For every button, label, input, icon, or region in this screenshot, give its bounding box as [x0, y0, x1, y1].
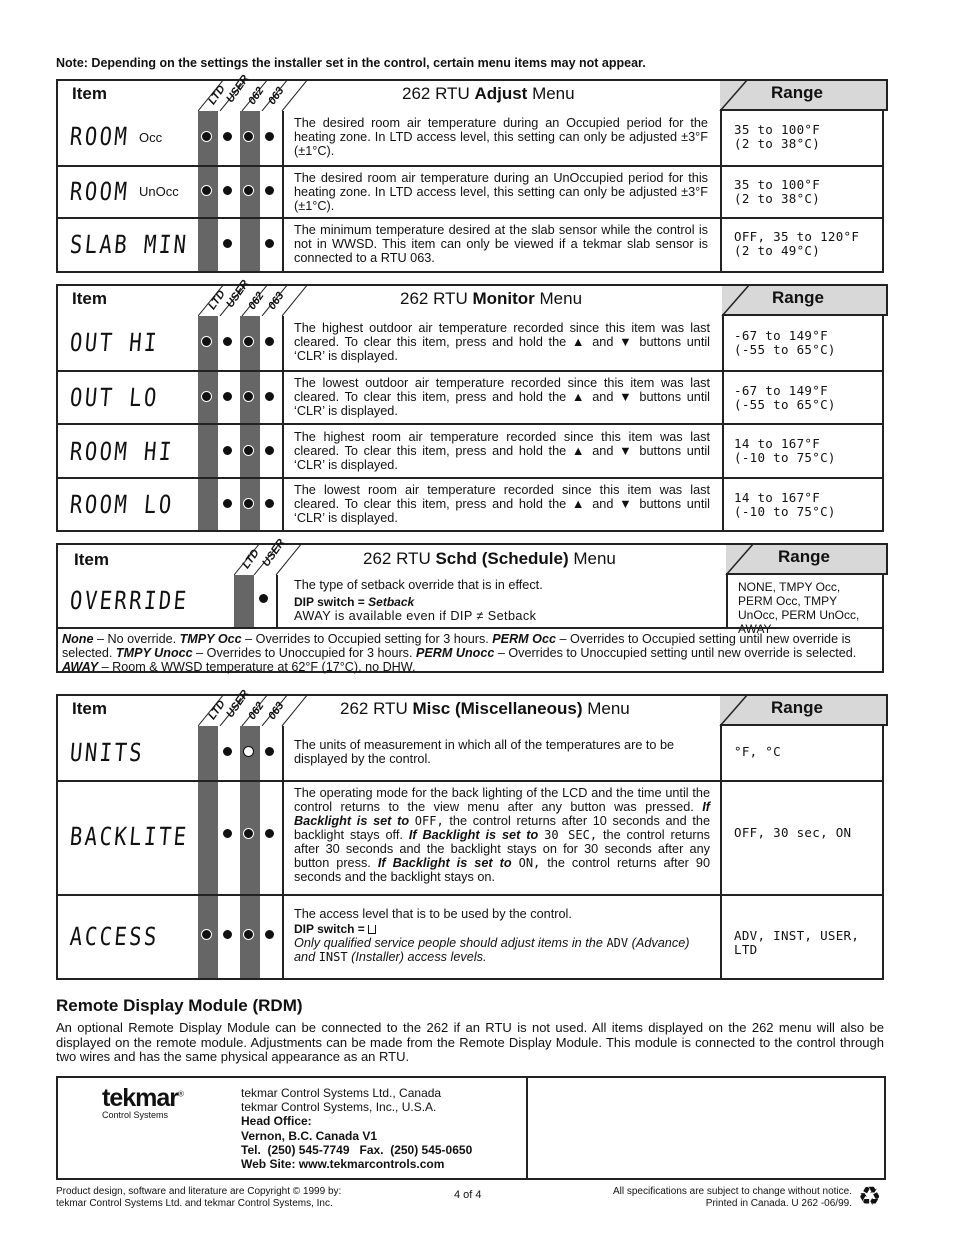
override-legend: None – No override. TMPY Occ – Overrides to Occupied setting for 3 hours. PERM Occ – Overrides to Occupied setting until new override is selected. TMPY Unocc – Overrides to Unoccupied for 3 hours. PERM Unocc – Overrides to Unoccupied setting until new override is selected. AWAY – Room & WWSD temperature at 62°F (17°C), no DHW. [58, 627, 882, 671]
table-row [58, 575, 882, 636]
access-dot [201, 336, 212, 347]
item-header: Item [72, 289, 107, 308]
column-divider [720, 726, 722, 780]
user-label: USER [224, 278, 252, 310]
schedule-menu-table [56, 537, 884, 674]
lcd-display: UNITS [68, 738, 146, 767]
item-header: Item [74, 550, 109, 569]
header-divider [698, 79, 748, 111]
ltd-label: LTD [206, 698, 228, 722]
access-dot [264, 445, 275, 456]
range-value: °F, °C [734, 744, 781, 759]
header-divider [700, 284, 750, 316]
062-label: 062 [246, 290, 267, 312]
item-description: The lowest outdoor air temperature recorded since this item was last cleared. To clear this item, press and hold the ▲ and ▼ buttons until ‘CLR’ is displayed. [294, 376, 710, 418]
access-column-bar [198, 219, 218, 271]
range-value: 14 to 167°F (-10 to 75°C) [734, 436, 836, 465]
access-dot [258, 593, 269, 604]
item-description: The operating mode for the back lighting of the LCD and the time until the control returns to the view menu after any button was pressed. If Backlight is set to OFF, the control returns after 10 seconds and the backlight stays off. If Backlight is set to 30 SEC, the control returns after 30 seconds and the backlight stays on for 30 seconds after any button press. If Backlight is set to ON, the control returns after 90 seconds and the backlight stays on. [294, 786, 711, 884]
user-label: USER [224, 73, 252, 105]
access-column-bar [234, 575, 254, 627]
access-dot [264, 929, 275, 940]
access-dot [222, 746, 233, 757]
access-dot [264, 131, 275, 142]
access-dot [243, 391, 254, 402]
table-row [58, 316, 882, 370]
item-description: The desired room air temperature during an Occupied period for the heating zone. In LTD access level, this setting can only be adjusted ±3°F (±1°C). [294, 116, 708, 158]
ltd-label: LTD [206, 83, 228, 107]
access-dot [264, 391, 275, 402]
table-row [58, 780, 882, 894]
access-column-bar [198, 425, 218, 477]
access-dot [264, 185, 275, 196]
column-divider [722, 425, 724, 477]
header-divider [698, 694, 748, 726]
access-dot [243, 131, 254, 142]
063-label: 063 [266, 290, 287, 312]
access-dot [222, 445, 233, 456]
access-dot [222, 131, 233, 142]
tekmar-logo: tekmar® [102, 1084, 183, 1112]
access-dot [222, 185, 233, 196]
column-divider [282, 167, 284, 217]
column-divider [282, 111, 284, 165]
item-description: The units of measurement in which all of the temperatures are to be displayed by the control. [294, 738, 675, 766]
access-dot [264, 238, 275, 249]
column-divider [720, 782, 722, 894]
access-dot [264, 336, 275, 347]
table-row [58, 894, 882, 978]
footer-box [56, 1076, 886, 1180]
lcd-display: OUT HI [68, 328, 161, 357]
access-dot [222, 238, 233, 249]
item-header: Item [72, 699, 107, 718]
dip-switch-icon [368, 925, 376, 934]
menu-title: 262 RTU Misc (Miscellaneous) Menu [340, 699, 630, 718]
access-dot [243, 929, 254, 940]
access-dot [243, 828, 254, 839]
adjust-menu-table [56, 73, 884, 273]
column-divider [282, 782, 284, 894]
table-row [58, 217, 882, 271]
misc-menu-table [56, 688, 884, 980]
rdm-title: Remote Display Module (RDM) [56, 996, 303, 1015]
063-label: 063 [266, 700, 287, 722]
access-dot [201, 185, 212, 196]
table-row [58, 726, 882, 780]
range-value: -67 to 149°F (-55 to 65°C) [734, 328, 836, 357]
logo-subtitle: Control Systems [102, 1110, 169, 1120]
range-value: OFF, 35 to 120°F (2 to 49°C) [734, 229, 860, 258]
table-header [58, 688, 882, 726]
access-dot [243, 185, 254, 196]
spec-notice: All specifications are subject to change without notice. Printed in Canada. U 262 -06/99. [612, 1186, 852, 1209]
column-divider [282, 726, 284, 780]
item-description: The minimum temperature desired at the slab sensor while the control is not in WWSD. This item can only be viewed if a tekmar slab sensor is connected to a RTU 063. [294, 223, 708, 265]
item-description: The access level that is to be used by the control. DIP switch = Only qualified service people should adjust items in the ADV (Advance) and INST (Installer) access levels. [294, 907, 690, 964]
column-divider [720, 896, 722, 978]
access-dot [201, 391, 212, 402]
column-divider [526, 1078, 528, 1178]
column-divider [720, 219, 722, 271]
access-dot [222, 336, 233, 347]
lcd-display: OUT LO [68, 383, 161, 412]
monitor-menu-table [56, 278, 884, 532]
column-divider [720, 111, 722, 165]
access-dot [264, 828, 275, 839]
table-row [58, 165, 882, 217]
item-description: The highest room air temperature recorded since this item was last cleared. To clear this item, press and hold the ▲ and ▼ buttons until ‘CLR’ is displayed. [294, 430, 710, 472]
lcd-display: ROOM HI [68, 437, 175, 466]
column-divider [276, 575, 278, 627]
lcd-display: ROOM LO [68, 490, 175, 519]
column-divider [726, 575, 728, 627]
user-label: USER [224, 688, 252, 720]
menu-title: 262 RTU Monitor Menu [400, 289, 583, 308]
range-value: OFF, 30 sec, ON [734, 825, 852, 840]
range-header: Range [778, 547, 830, 566]
table-row [58, 370, 882, 423]
access-dot [222, 828, 233, 839]
range-value: 35 to 100°F (2 to 38°C) [734, 177, 821, 206]
range-header: Range [771, 83, 823, 102]
item-description: The type of setback override that is in effect. DIP switch = Setback AWAY is available even if DIP ≠ Setback [294, 578, 543, 623]
lcd-display: ROOM [68, 177, 131, 206]
range-value: ADV, INST, USER, LTD [734, 928, 860, 957]
rdm-body: An optional Remote Display Module can be connected to the 262 if an RTU is not used. All items displayed on the 262 menu will also be displayed on the remote module. Adjustments can be made from the Remote Display Module. This module is connected to the control through two wires and has the same physical appearance as an RTU. [56, 1020, 884, 1064]
column-divider [282, 372, 284, 423]
access-dot [222, 498, 233, 509]
063-label: 063 [266, 85, 287, 107]
copyright: Product design, software and literature are Copyright © 1999 by: tekmar Control Systems Ltd. and tekmar Control Systems, Inc. [56, 1186, 342, 1209]
range-value: -67 to 149°F (-55 to 65°C) [734, 383, 836, 412]
lcd-display: ROOM [68, 122, 131, 151]
menu-title: 262 RTU Adjust Menu [402, 84, 575, 103]
column-divider [282, 479, 284, 530]
access-dot [201, 929, 212, 940]
table-row [58, 423, 882, 477]
lcd-display: BACKLITE [68, 822, 190, 851]
access-dot [222, 391, 233, 402]
page-note: Note: Depending on the settings the installer set in the control, certain menu items may not appear. [56, 56, 646, 70]
item-description: The lowest room air temperature recorded since this item was last cleared. To clear this item, press and hold the ▲ and ▼ buttons until ‘CLR’ is displayed. [294, 483, 710, 525]
column-divider [282, 425, 284, 477]
062-label: 062 [246, 85, 267, 107]
table-header [58, 73, 882, 111]
column-divider [282, 896, 284, 978]
access-dot [243, 498, 254, 509]
lcd-display: OVERRIDE [68, 586, 190, 615]
table-header [58, 537, 882, 575]
column-divider [720, 167, 722, 217]
access-dot [264, 746, 275, 757]
column-divider [722, 372, 724, 423]
page-number: 4 of 4 [454, 1189, 482, 1201]
access-dot [222, 929, 233, 940]
range-header: Range [771, 698, 823, 717]
recycle-icon: ♻ [858, 1181, 882, 1211]
ltd-label: LTD [240, 547, 262, 571]
column-divider [722, 316, 724, 370]
access-column-bar [198, 726, 218, 780]
access-dot [201, 131, 212, 142]
access-dot [264, 498, 275, 509]
user-label: USER [260, 537, 288, 569]
062-label: 062 [246, 700, 267, 722]
table-header [58, 278, 882, 316]
ltd-label: LTD [206, 288, 228, 312]
item-sublabel: UnOcc [139, 184, 179, 199]
range-value: 14 to 167°F (-10 to 75°C) [734, 490, 836, 519]
range-value: NONE, TMPY Occ, PERM Occ, TMPY UnOcc, PERM UnOcc, AWAY [738, 580, 860, 636]
item-header: Item [72, 84, 107, 103]
item-sublabel: Occ [139, 130, 163, 145]
access-column-bar [198, 782, 218, 894]
access-dot [243, 445, 254, 456]
access-dot [243, 336, 254, 347]
item-description: The highest outdoor air temperature recorded since this item was last cleared. To clear this item, press and hold the ▲ and ▼ buttons until ‘CLR’ is displayed. [294, 321, 710, 363]
contact-info: tekmar Control Systems Ltd., Canada tekmar Control Systems, Inc., U.S.A. Head Office: Vernon, B.C. Canada V1 Tel. (250) 545-7749 Fax. (250) 545-0650 Web Site: www.tekmarcontrols.com [241, 1086, 473, 1172]
column-divider [282, 316, 284, 370]
column-divider [282, 219, 284, 271]
lcd-display: ACCESS [68, 922, 161, 951]
menu-title: 262 RTU Schd (Schedule) Menu [363, 549, 616, 568]
item-description: The desired room air temperature during an UnOccupied period for this heating zone. In LTD access level, this setting can only be adjusted ±3°F (±1°C). [294, 171, 708, 213]
column-divider [722, 479, 724, 530]
range-value: 35 to 100°F (2 to 38°C) [734, 122, 821, 151]
access-column-bar [198, 479, 218, 530]
range-header: Range [772, 288, 824, 307]
lcd-display: SLAB MIN [68, 230, 190, 259]
header-divider [704, 543, 754, 575]
access-dot [243, 746, 254, 757]
table-row [58, 477, 882, 530]
table-row [58, 111, 882, 165]
access-column-bar [240, 219, 260, 271]
